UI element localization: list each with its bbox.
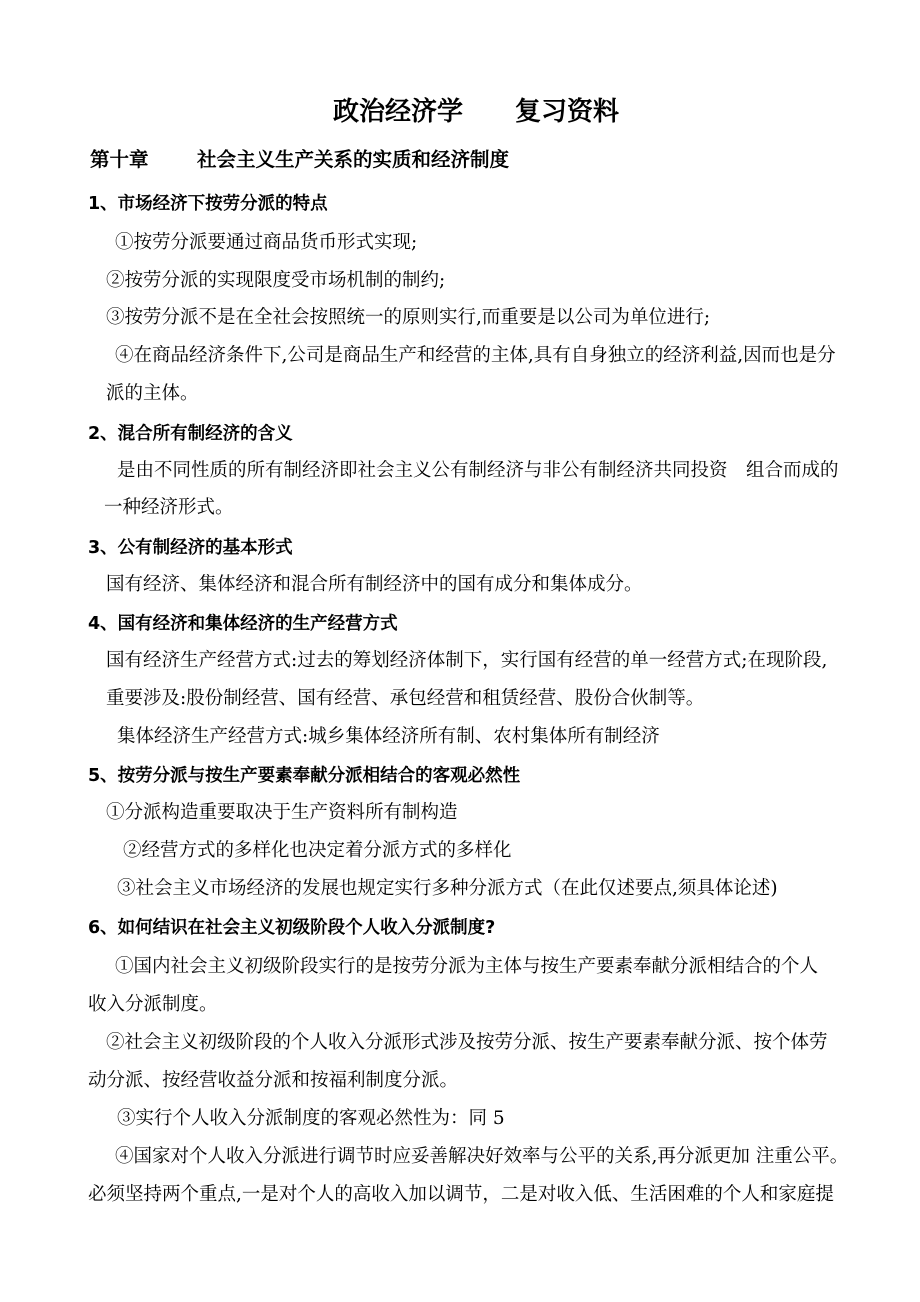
paragraph: ④国家对个人收入分派进行调节时应妥善解决好效率与公平的关系,再分派更加 注重公平。: [115, 1146, 849, 1167]
paragraph: 一种经济形式。: [104, 497, 234, 518]
paragraph: 动分派、按经营收益分派和按福利制度分派。: [88, 1070, 459, 1091]
paragraph: 国有经济生产经营方式:过去的筹划经济体制下，实行国有经营的单一经营方式;在现阶段,: [106, 650, 828, 671]
paragraph: ①分派构造重要取决于生产资料所有制构造: [106, 802, 458, 823]
document-title: 政治经济学: [333, 97, 464, 127]
paragraph: ①国内社会主义初级阶段实行的是按劳分派为主体与按生产要素奉献分派相结合的个人: [115, 956, 819, 977]
section-heading: 6、如何结识在社会主义初级阶段个人收入分派制度?: [88, 918, 496, 938]
paragraph: 必须坚持两个重点,一是对个人的高收入加以调节，二是对收入低、生活困难的个人和家庭提: [88, 1184, 834, 1205]
paragraph: ④在商品经济条件下,公司是商品生产和经营的主体,具有自身独立的经济利益,因而也是分: [115, 345, 836, 366]
paragraph: ③实行个人收入分派制度的客观必然性为：同 5: [117, 1108, 505, 1129]
document-subtitle: 复习资料: [515, 97, 620, 127]
paragraph: 是由不同性质的所有制经济即社会主义公有制经济与非公有制经济共同投资 组合而成的: [117, 460, 839, 481]
section-heading: 2、混合所有制经济的含义: [88, 424, 293, 444]
paragraph: 重要涉及:股份制经营、国有经营、承包经营和租赁经营、股份合伙制等。: [106, 688, 705, 709]
paragraph: 收入分派制度。: [88, 994, 218, 1015]
chapter-number: 第十章: [90, 148, 149, 171]
paragraph: ③按劳分派不是在全社会按照统一的原则实行,而重要是以公司为单位进行;: [106, 307, 711, 328]
paragraph: ②经营方式的多样化也决定着分派方式的多样化: [123, 840, 512, 861]
paragraph: 国有经济、集体经济和混合所有制经济中的国有成分和集体成分。: [106, 574, 643, 595]
section-heading: 5、按劳分派与按生产要素奉献分派相结合的客观必然性: [88, 766, 521, 786]
paragraph: ①按劳分派要通过商品货币形式实现;: [115, 232, 418, 253]
chapter-title: 社会主义生产关系的实质和经济制度: [197, 148, 510, 171]
paragraph: ②社会主义初级阶段的个人收入分派形式涉及按劳分派、按生产要素奉献分派、按个体劳: [106, 1032, 828, 1053]
paragraph: 派的主体。: [106, 383, 199, 404]
paragraph: ②按劳分派的实现限度受市场机制的制约;: [106, 270, 446, 291]
paragraph: ③社会主义市场经济的发展也规定实行多种分派方式（在此仅述要点,须具体论述): [117, 878, 778, 899]
section-heading: 3、公有制经济的基本形式: [88, 538, 293, 558]
section-heading: 4、国有经济和集体经济的生产经营方式: [88, 614, 398, 634]
paragraph: 集体经济生产经营方式:城乡集体经济所有制、农村集体所有制经济: [117, 726, 660, 747]
section-heading: 1、市场经济下按劳分派的特点: [88, 194, 328, 214]
